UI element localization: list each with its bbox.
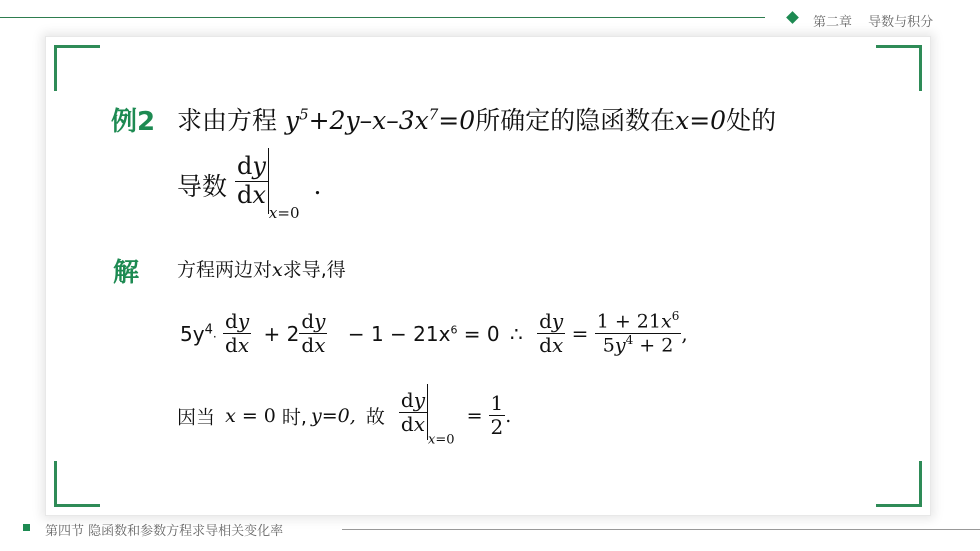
footer-rule — [342, 529, 980, 530]
derivative-expression: $\frac{dy}{dx}$ $_{x=0}$ — [235, 148, 300, 222]
corner-mark — [876, 504, 922, 507]
conclusion: 因当 x = 0 时, y=0, 故 $\frac{dy}{dx}$ $_{x=0}$ = $\frac{1}{2}$ . — [177, 384, 511, 454]
derived-equation: $5y^4\cdot$ $\frac{dy}{dx}$ + 2 $\frac{dy}{dx}$ − $1 - 21x^6 = 0$ ∴ $\frac{dy}{dx}$ = $\frac{1 + 21x^6}{5y^4 + 2}$ , — [180, 309, 688, 358]
solution-intro — [177, 255, 346, 282]
corner-mark — [919, 45, 922, 91]
section-title: 第四节 隐函数和参数方程求导相关变化率 — [45, 524, 284, 539]
corner-mark — [54, 461, 57, 507]
problem-statement — [177, 101, 776, 137]
corner-mark — [54, 45, 100, 48]
equation: $y^5+2y-x-3x^7=0$ — [284, 105, 476, 135]
problem-point: 处的 — [726, 106, 777, 135]
derivative-word: 导数 — [177, 172, 228, 201]
header-rule — [0, 17, 765, 18]
intro-text-a: 方程两边对 — [177, 259, 273, 281]
square-icon — [23, 524, 30, 531]
corner-mark — [54, 45, 57, 91]
point-condition: x=0 — [675, 106, 727, 135]
problem-lead: 求由方程 — [177, 106, 285, 135]
conclusion-y: y=0, — [310, 404, 356, 427]
evaluated-derivative: $\frac{dy}{dx}$ $_{x=0}$ — [399, 384, 455, 448]
statement-period: . — [313, 170, 322, 200]
intro-text-b: 求导,得 — [282, 259, 346, 281]
corner-mark — [54, 504, 100, 507]
diamond-icon — [786, 11, 799, 24]
problem-tail: 所确定的隐函数在 — [475, 106, 676, 135]
conclusion-so: 故 — [365, 406, 385, 429]
chapter-title: 导数与积分 — [868, 15, 934, 30]
example-label: 例2 — [111, 107, 156, 137]
header-breadcrumb — [813, 11, 933, 30]
intro-variable: x — [272, 259, 283, 281]
corner-mark — [919, 461, 922, 507]
problem-line-2 — [177, 148, 321, 228]
result-fraction: $\frac{1}{2}$ — [490, 391, 504, 440]
corner-mark — [876, 45, 922, 48]
conclusion-mid: 时, — [281, 406, 307, 429]
chapter-number: 第二章 — [813, 15, 853, 30]
conclusion-prefix: 因当 — [177, 406, 216, 429]
solution-label: 解 — [113, 258, 140, 288]
